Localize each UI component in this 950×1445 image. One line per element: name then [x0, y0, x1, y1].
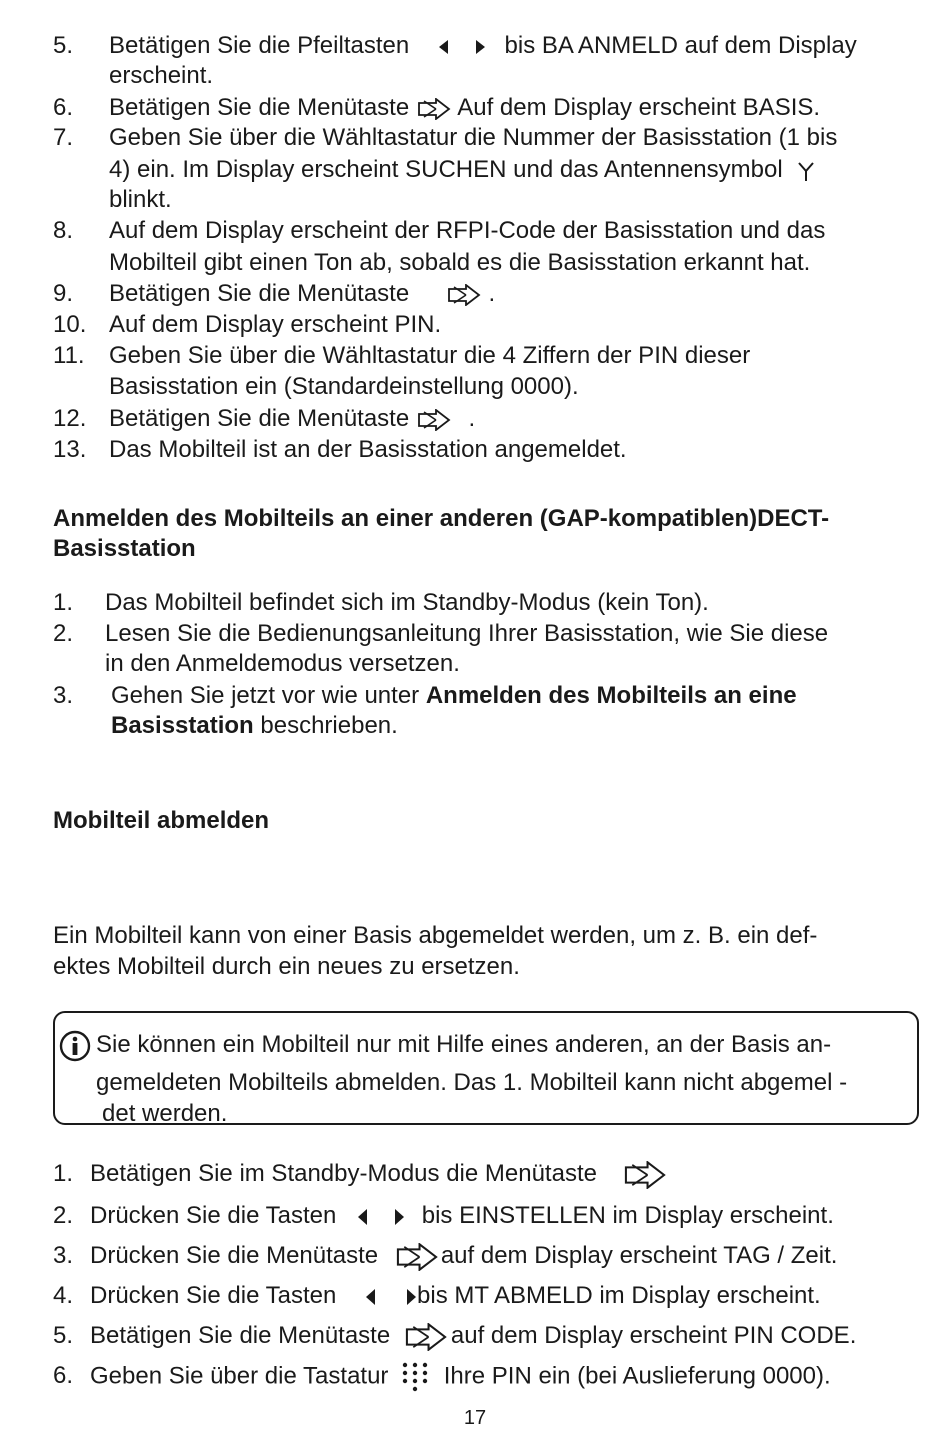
list-number: 6.	[53, 94, 74, 121]
list-item-text: Drücken Sie die Menütaste auf dem Display erscheint TAG / Zeit.	[90, 1242, 838, 1269]
page-number: 17	[463, 1407, 487, 1429]
list-number: 13.	[53, 436, 87, 463]
list-item-continuation: blinkt.	[109, 186, 172, 213]
list-item-text: Betätigen Sie die Menütaste .	[109, 405, 476, 432]
left-right-arrow-keys-icon	[438, 39, 488, 55]
info-icon	[59, 1030, 91, 1062]
list-item-text: Auf dem Display erscheint der RFPI-Code der Basisstation und das	[109, 217, 826, 244]
list-number: 3.	[53, 1242, 74, 1269]
paragraph-line: ektes Mobilteil durch ein neues zu ersetzen.	[53, 953, 520, 980]
list-item-text: Geben Sie über die Wähltastatur die 4 Ziffern der PIN dieser	[109, 342, 751, 369]
list-number: 6.	[53, 1362, 74, 1389]
left-right-arrow-keys-icon	[357, 1208, 407, 1226]
menu-key-arrow-icon	[416, 98, 452, 120]
section-heading: Basisstation	[53, 535, 196, 562]
paragraph-line: Ein Mobilteil kann von einer Basis abgemeldet werden, um z. B. ein def-	[53, 922, 818, 949]
list-number: 8.	[53, 217, 74, 244]
list-item-text: Das Mobilteil ist an der Basisstation angemeldet.	[109, 436, 627, 463]
list-item-text: Betätigen Sie die Pfeiltasten bis BA ANMELD auf dem Display	[109, 32, 857, 59]
keypad-icon	[399, 1361, 431, 1393]
left-right-arrow-keys-icon	[365, 1288, 417, 1306]
list-number: 4.	[53, 1282, 74, 1309]
list-number: 7.	[53, 124, 74, 151]
list-item-text: Drücken Sie die Tasten bis MT ABMELD im Display erscheint.	[90, 1282, 821, 1309]
list-item-text: Geben Sie über die Tastatur Ihre PIN ein (bei Auslieferung 0000).	[90, 1361, 831, 1393]
section-heading: Mobilteil abmelden	[53, 807, 270, 834]
list-item-text: Das Mobilteil befindet sich im Standby-Modus (kein Ton).	[105, 589, 709, 616]
menu-key-arrow-icon	[416, 409, 452, 431]
list-item-text: Betätigen Sie die Menütaste .	[109, 280, 496, 307]
section-heading: Anmelden des Mobilteils an einer anderen (GAP-kompatiblen)DECT-	[53, 505, 830, 532]
list-item-continuation: 4) ein. Im Display erscheint SUCHEN und das Antennensymbol	[109, 155, 815, 185]
list-item-text: Betätigen Sie die Menütaste auf dem Display erscheint PIN CODE.	[90, 1322, 857, 1349]
antenna-icon	[797, 160, 815, 182]
menu-key-arrow-icon	[622, 1161, 668, 1189]
list-item-continuation: erscheint.	[109, 62, 214, 89]
list-number: 5.	[53, 32, 74, 59]
note-line: Sie können ein Mobilteil nur mit Hilfe eines anderen, an der Basis an-	[96, 1031, 832, 1058]
menu-key-arrow-icon	[401, 1323, 451, 1351]
list-item-text: Drücken Sie die Tasten bis EINSTELLEN im Display erscheint.	[90, 1202, 834, 1229]
list-item-continuation: in den Anmeldemodus versetzen.	[105, 650, 460, 677]
list-number: 2.	[53, 1202, 74, 1229]
list-item-text: Betätigen Sie im Standby-Modus die Menütaste	[90, 1159, 668, 1189]
list-item-text: Auf dem Display erscheint PIN.	[109, 311, 442, 338]
list-number: 1.	[53, 1160, 74, 1187]
list-number: 5.	[53, 1322, 74, 1349]
list-item-continuation: Basisstation ein (Standardeinstellung 0000).	[109, 373, 579, 400]
note-line: det werden.	[102, 1100, 228, 1127]
list-number: 11.	[53, 342, 85, 369]
list-item-text: Betätigen Sie die Menütaste Auf dem Display erscheint BASIS.	[109, 94, 821, 121]
menu-key-arrow-icon	[446, 284, 482, 306]
list-item-continuation: Basisstation beschrieben.	[111, 712, 398, 739]
list-number: 1.	[53, 589, 74, 616]
list-number: 10.	[53, 311, 87, 338]
list-item-text: Gehen Sie jetzt vor wie unter Anmelden des Mobilteils an eine	[111, 682, 797, 709]
menu-key-arrow-icon	[393, 1243, 441, 1271]
list-number: 9.	[53, 280, 74, 307]
list-number: 2.	[53, 620, 74, 647]
note-line: gemeldeten Mobilteils abmelden. Das 1. Mobilteil kann nicht abgemel -	[96, 1069, 848, 1096]
list-item-text: Geben Sie über die Wähltastatur die Nummer der Basisstation (1 bis	[109, 124, 838, 151]
list-item-continuation: Mobilteil gibt einen Ton ab, sobald es die Basisstation erkannt hat.	[109, 249, 811, 276]
list-item-text: Lesen Sie die Bedienungsanleitung Ihrer Basisstation, wie Sie diese	[105, 620, 829, 647]
list-number: 3.	[53, 682, 74, 709]
list-number: 12.	[53, 405, 87, 432]
